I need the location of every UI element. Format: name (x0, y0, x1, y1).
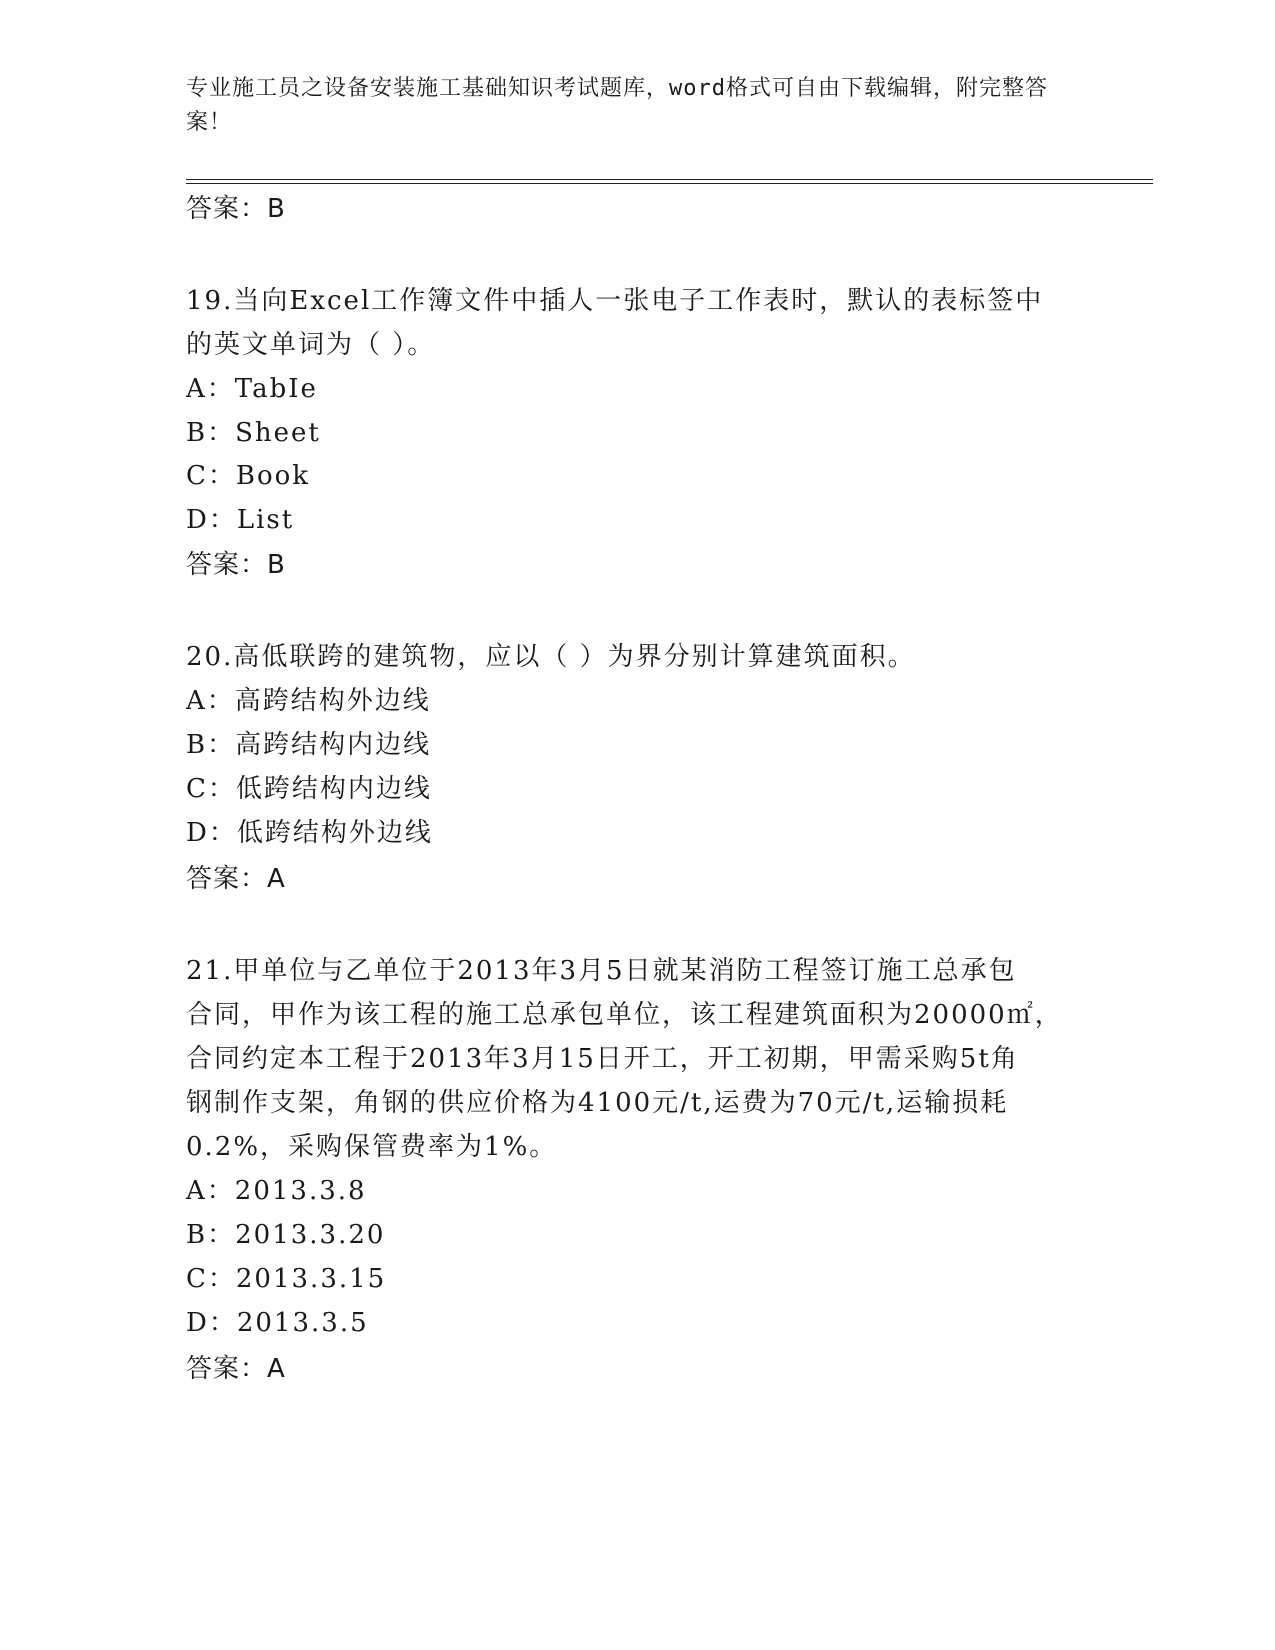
page-header: 专业施工员之设备安装施工基础知识考试题库，word格式可自由下载编辑，附完整答案！ (186, 76, 1048, 135)
option-a: A：2013.3.8 (186, 1176, 367, 1206)
option-c: C：Book (186, 461, 311, 491)
option-a: A：TabIe (186, 374, 318, 404)
header-rule-double (186, 183, 1153, 184)
header-rule (186, 179, 1153, 180)
answer: 答案：A (186, 1354, 286, 1384)
question-stem-line: 合同约定本工程于2013年3月15日开工，开工初期，甲需采购5t角 (186, 1044, 1019, 1074)
question-stem-line: 19.当向Excel工作簿文件中插人一张电子工作表时，默认的表标签中 (186, 286, 1044, 316)
prev-answer: 答案：B (186, 194, 286, 224)
question-stem-line: 20.高低联跨的建筑物，应以（ ）为界分别计算建筑面积。 (186, 642, 916, 672)
option-b: B：高跨结构内边线 (186, 730, 432, 760)
option-b: B：2013.3.20 (186, 1220, 386, 1250)
question-stem-line: 21.甲单位与乙单位于2013年3月5日就某消防工程签订施工总承包 (186, 956, 1017, 986)
option-c: C：2013.3.15 (186, 1264, 387, 1294)
question-stem-line: 0.2%，采购保管费率为1%。 (186, 1132, 558, 1162)
answer: 答案：B (186, 550, 286, 580)
answer: 答案：A (186, 864, 286, 894)
option-c: C：低跨结构内边线 (186, 774, 432, 804)
option-d: D：2013.3.5 (186, 1308, 369, 1338)
option-d: D：低跨结构外边线 (186, 818, 433, 848)
option-b: B：Sheet (186, 418, 321, 448)
option-a: A：高跨结构外边线 (186, 686, 431, 716)
question-stem-line: 的英文单词为（ ）。 (186, 330, 436, 360)
question-stem-line: 合同，甲作为该工程的施工总承包单位，该工程建筑面积为20000㎡， (186, 1000, 1063, 1030)
question-stem-line: 钢制作支架，角钢的供应价格为4100元/t,运费为70元/t,运输损耗 (186, 1088, 1009, 1118)
option-d: D：List (186, 505, 295, 535)
